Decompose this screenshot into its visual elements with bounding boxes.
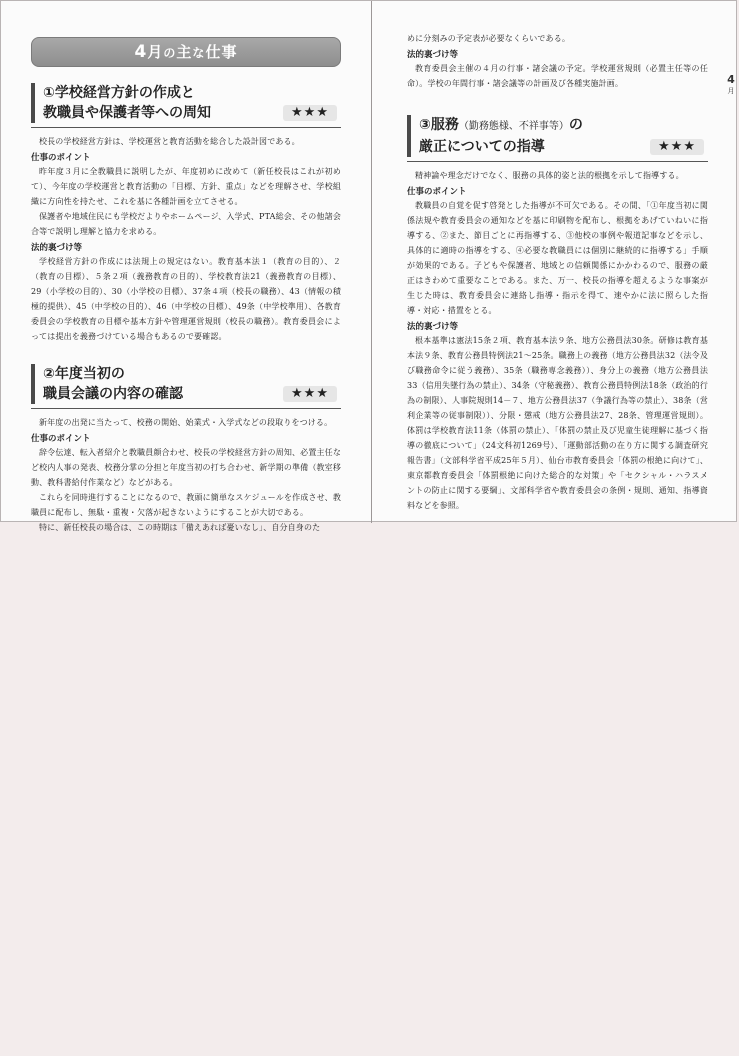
section-1-importance-stars: ★★★ (283, 105, 337, 121)
section-3-point-label: 仕事のポイント (407, 187, 467, 197)
section-2 (31, 364, 341, 535)
banner-month-number: 4 (134, 42, 148, 62)
section-3-importance-stars: ★★★ (650, 139, 704, 155)
section-2-rule (31, 408, 341, 409)
section-1-header (31, 83, 341, 123)
side-tab-month-number: 4 (727, 73, 735, 86)
section-2-header (31, 364, 341, 404)
section-3-title-tail: の (568, 117, 583, 133)
banner-particle: の (163, 46, 177, 60)
section-1-point-label: 仕事のポイント (31, 153, 91, 163)
section-3-basis-p: 根本基準は憲法15条２項、教育基本法９条、地方公務員法30条。研修は教育基本法９条、教育公務員特例法21～25条。職務上の義務（地方公務員法32（法令及び職務命令に従う義務）、35条（職務専念義務））、身分上の義務（地方公務員法33（信用失墜行為の禁止）、34条（守秘義務）、教育公務員特例法18条（政治的行為の制限）、人事院規則14－７、地方公務員法37（争議行為等の禁止）、38条（営利企業等の従事制限））、分限・懲戒（地方公務員法27、28条、管理運営規則）。体罰は学校教育法11条（体罰の禁止）、「体罰の禁止及び児童生徒理解に基づく指導の徹底について」（24文科初1269号）、「運動部活動の在り方に関する調査研究報告書」（文部科学省平成25年５月）、仙台市教育委員会「体罰の根絶に向けて」、東京都教育委員会「体罰根絶に向けた総合的な対策」や「セクシャル・ハラスメントの防止に関する要綱」、文部科学省や教育委員会の条例・規則、通知、指導資料などを参照。 (407, 336, 708, 510)
section-1-basis-label: 法的裏づけ等 (31, 243, 83, 253)
section-1-point-p1: 昨年度３月に全教職員に説明したが、年度初めに改めて（新任校長はこれが初めて）、今年度の学校運営と教育活動の「目標、方針、重点」などを理解させ、学校組織に方向性を持たせ、これを基に各種計画を立てさせる。 (31, 167, 341, 206)
section-1-basis-p: 学校経営方針の作成には法規上の規定はない。教育基本法１（教育の目的）、２（教育の目標）、５条２項（義務教育の目的）、学校教育法21（義務教育の目標）、29（小学校の目的）、30（小学校の目標）、37条４項（校長の職務）、43（情報の積極的提供）、45（中学校の目的）、46（中学校の目標）、49条（中学校準用）、各教育委員会の学校教育の目標や基本方針や管理運営規則（校長の職務）。教育委員会によっては提出を義務づけている場合もあるので要確認。 (31, 257, 341, 341)
section-2-point-label: 仕事のポイント (31, 434, 91, 444)
section-2-basis-p: 教育委員会主催の４月の行事・諸会議の予定。学校運営規則（必置主任等の任命）。学校の年間行事・諸会議等の計画及び各種実施計画。 (407, 64, 708, 88)
section-1-title-line1: ①学校経営方針の作成と (43, 85, 195, 101)
section-3-point-p1: 教職員の自覚を促す啓発とした指導が不可欠である。その間、「①年度当初に関係法規や教育委員会の通知などを基に印刷物を配布し、根拠をあげていねいに指導する、②また、節目ごとに再指導する、③他校の事例や報道記事などを示し、具体的に適時の指導をする、④必要な教職員には個別に継続的に指導する」手順が効果的である。子どもや保護者、地域との信頼関係にかかわるので、服務の厳正はきわめて重要なことである。また、万一、校長の指導を超えるような事案が生じた時は、教育委員会に連絡し指導・指示を得て、速やかに法に照らした指導・対応・措置をとる。 (407, 201, 708, 315)
section-3 (407, 115, 708, 513)
banner-particle-na: な (192, 46, 206, 60)
section-3-title-line1 (419, 115, 708, 137)
banner-month-unit: 月 (147, 43, 164, 61)
section-2-importance-stars: ★★★ (283, 386, 337, 402)
banner-word-main: 主 (176, 43, 193, 61)
section-3-header (407, 115, 708, 157)
section-2-point-p1: 辞令伝達、転入者紹介と教職員顔合わせ、校長の学校経営方針の周知、必置主任など校内人事の発表、校務分掌の分担と年度当初の打ち合わせ、新学期の準備（教室移動、教科書給付作業など）などがある。 (31, 448, 341, 487)
section-2-title-line2: 職員会議の内容の確認 (43, 386, 183, 402)
section-2-basis-label: 法的裏づけ等 (407, 50, 459, 60)
month-banner (31, 37, 341, 67)
section-3-basis-label: 法的裏づけ等 (407, 322, 459, 332)
section-1-rule (31, 127, 341, 128)
left-page (1, 1, 371, 532)
section-3-rule (407, 161, 708, 162)
right-page (372, 1, 738, 523)
section-2-point-p2: これらを同時進行することになるので、教頭に簡単なスケジュールを作成させ、教職員に配布し、無駄・重複・欠落が起きないようにすることが大切である。 (31, 493, 341, 517)
section-2-continued-text: めに分刻みの予定表が必要なくらいである。 (407, 34, 570, 43)
section-1-intro: 校長の学校経営方針は、学校運営と教育活動を総合した設計図である。 (39, 137, 300, 146)
section-3-intro: 精神論や理念だけでなく、服務の具体的姿と法的根拠を示して指導する。 (415, 171, 684, 180)
month-side-tab (724, 73, 738, 96)
section-2-title-line1: ②年度当初の (43, 366, 125, 382)
section-2-intro: 新年度の出発に当たって、校務の開始、始業式・入学式などの段取りをつける。 (39, 418, 333, 427)
banner-word-work: 仕事 (205, 43, 238, 61)
section-1-point-p2: 保護者や地域住民にも学校だよりやホームページ、入学式、PTA総会、その他諸会合等で説明し理解と協力を求める。 (31, 212, 341, 236)
section-3-title-sub: （勤務態様、不祥事等） (458, 121, 569, 132)
section-2-point-p3: 特に、新任校長の場合は、この時期は「備えあれば憂いなし」、自分自身のた (39, 523, 321, 532)
section-3-title-line2: 厳正についての指導 (419, 139, 545, 155)
section-1 (31, 83, 341, 344)
side-tab-month-unit: 月 (727, 87, 735, 95)
section-1-title-line2: 教職員や保護者等への周知 (43, 105, 211, 121)
section-3-title-main: ③服務 (419, 117, 459, 133)
